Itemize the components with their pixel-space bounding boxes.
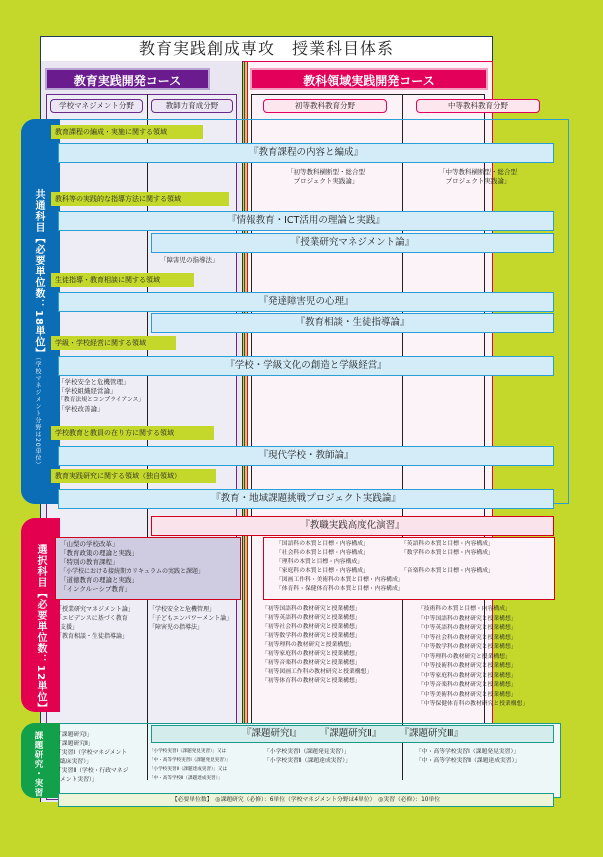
- text-line: 「中等社会科の教材研究と授業構想」: [418, 634, 517, 641]
- text-line: 「小学校実習Ⅰ（課題発見実習）」: [264, 749, 350, 755]
- text-line: 「障害児の指導法」: [149, 624, 204, 631]
- text-line: 「初等理科の教材研究と授業構想」: [262, 642, 355, 648]
- domain-label: 生徒指導・教育相談に関する領域: [51, 273, 194, 287]
- elective-band-label: 選択科目【必要単位数：12単位】: [35, 544, 46, 714]
- text-line: 「中等数学科の教材研究と授業構想」: [418, 644, 517, 650]
- course-box: 『授業研究マネジメント論』: [151, 233, 554, 253]
- course-box: 『教育相談・生徒指導論』: [151, 313, 554, 333]
- secondary-practicum: [416, 748, 556, 766]
- text-line: 「インクルーシブ教育」: [60, 585, 132, 593]
- text-line: 「実習Ⅰ（学校マネジメント: [56, 750, 128, 756]
- text-line: 「中等教科横断型・総合型: [439, 168, 517, 176]
- primary-project-course: [258, 168, 394, 186]
- text-line: 「エビデンスに基づく教育: [56, 615, 128, 622]
- domain-label: 教育課程の編成・実施に関する領域: [51, 125, 203, 139]
- management-research: [56, 731, 148, 785]
- primary-electives: [262, 605, 402, 686]
- seminar-box: 『教職実践高度化演習』: [151, 516, 554, 536]
- text-line: 「学校安全と危機管理」: [58, 378, 130, 386]
- text-line: 「技術科の本質と目標・内容構成」: [418, 606, 511, 612]
- domain-label: 教育実践研究に関する領域（独自領域）: [51, 469, 216, 483]
- text-line: 「中等理科の教材研究と授業構想」: [418, 653, 511, 660]
- common-band-label: 共通科目【必要単位数：18単位】: [33, 189, 44, 359]
- text-row: [276, 540, 542, 549]
- research-course: 『課題研究Ⅰ』: [241, 728, 302, 739]
- text-line: 「学校組織経営論」: [58, 387, 117, 395]
- text-line: 「初等英語科の教材研究と授業構想」: [262, 615, 361, 621]
- research-course: 『課題研究Ⅲ』: [399, 728, 464, 739]
- text-line: 「中等英語科の教材研究と授業構想」: [418, 625, 517, 631]
- text-line: 「中等美術科の教材研究と授業構想」: [418, 691, 517, 698]
- text-line: 「中等国語科の教材研究と授業構想」: [418, 615, 517, 622]
- text-line: 臨床実習）」: [60, 759, 92, 765]
- text-line: 「課題研究Ⅱ」: [56, 741, 94, 747]
- text-line: 「社会科の本質と目標・内容構成」: [276, 550, 369, 556]
- text-line: 「道徳教育の理論と実践」: [60, 576, 138, 584]
- research-band: [21, 723, 60, 798]
- text-line: 「実習Ⅱ（学校・行政マネジ: [56, 768, 129, 774]
- text-line: 「英語科の本質と目標・内容構成」: [401, 541, 494, 547]
- text-line: 「学校安全と危機管理」: [149, 606, 216, 613]
- left-elective-box: [55, 537, 241, 600]
- text-line: 「図画工作科・美術科の本質と目標・内容構成」: [276, 577, 404, 583]
- text-line: 「特別の教育課程」: [60, 558, 119, 566]
- secondary-electives: [418, 605, 558, 710]
- secondary-project-course: [410, 168, 546, 186]
- course-box: 『学校・学級文化の創造と学級経営』: [58, 356, 554, 376]
- course-notes: [58, 378, 148, 414]
- domain-label: 学校教育と教員の在り方に関する領域: [51, 426, 214, 440]
- right-elective-box: [263, 537, 555, 600]
- text-line: 「初等国語科の教材研究と授業構想」: [262, 606, 361, 612]
- text-line: 「初等家庭科の教材研究と授業構想」: [262, 651, 361, 657]
- field-secondary: 中等教科教育分野: [416, 99, 540, 113]
- text-line: 「中・高等学校実習Ⅰ（課題発見実習）」: [149, 758, 231, 763]
- text-line: 「教育法規とコンプライアンス」: [58, 397, 145, 403]
- text-line: 「家庭科の本質と目標・内容構成」: [276, 568, 369, 574]
- text-line: 支援」: [60, 624, 79, 631]
- teacher-electives: [149, 605, 243, 632]
- text-line: 「中等技術科の教材研究と授業構想」: [418, 663, 517, 669]
- text-line: 「初等教科横断型・総合型: [287, 168, 365, 176]
- text-line: 「授業研究マネジメント論」: [56, 606, 134, 613]
- common-subjects-band: [21, 119, 60, 504]
- required-credits-footer: 【必要単位数】 ◎課題研究（必修）：6単位（学校マネジメント分野は4単位） ◎実習（必修）：10単位: [58, 793, 554, 807]
- text-line: 「小学校実習Ⅱ（課題達成実習）」: [264, 758, 351, 764]
- text-line: 「小学校実習Ⅱ（課題達成実習）」又は: [149, 767, 228, 772]
- course-box: 『教育課程の内容と編成』: [58, 143, 554, 163]
- text-line: 「中・高等学校実習Ⅰ（課題発見実習）」: [416, 749, 520, 755]
- course-box: 『現代学校・教師論』: [58, 446, 554, 466]
- text-line: プロジェクト実践論」: [445, 177, 511, 185]
- text-line: 「子どもエンパワーメント論」: [149, 615, 233, 622]
- research-band-label: 課題研究・実習: [33, 731, 43, 798]
- field-teacher-development: 教師力育成分野: [151, 99, 233, 113]
- page-title: 教育実践創成専攻 授業科目体系: [40, 36, 493, 62]
- text-line: 「課題研究Ⅰ」: [56, 732, 93, 738]
- research-courses-box: [151, 725, 554, 743]
- text-line: 「小学校実習Ⅰ（課題発見実習）」又は: [149, 749, 227, 754]
- text-line: 「初等音楽科の教材研究と授業構想」: [262, 660, 361, 666]
- text-line: 「初等数学科の教材研究と授業構想」: [262, 633, 361, 639]
- text-line: 「教育政策の理論と実践」: [60, 549, 138, 557]
- text-line: 「数学科の本質と目標・内容構成」: [401, 550, 494, 556]
- common-band-note: （学校マネジメント分野は20単位）: [34, 354, 41, 469]
- domain-label: 学級・学校経営に関する領域: [51, 336, 176, 350]
- text-line: プロジェクト実践論」: [293, 177, 359, 185]
- text-line: 「国語科の本質と目標・内容構成」: [276, 541, 369, 547]
- text-line: 「学校改善論」: [58, 405, 104, 413]
- text-line: 「音楽科の本質と目標・内容構成」: [401, 568, 494, 574]
- text-line: 「小学校における接続期カリキュラムの実践と課題」: [60, 568, 204, 575]
- primary-practicum: [264, 748, 402, 766]
- research-course: 『課題研究Ⅱ』: [319, 728, 382, 739]
- text-line: 「体育科・保健体育科の本質と目標・内容構成」: [276, 586, 404, 592]
- course-box: 『情報教育・ICT活用の理論と実践』: [58, 211, 554, 231]
- text-row: [276, 549, 542, 558]
- field-primary: 初等教科教育分野: [263, 99, 387, 113]
- text-line: 「中・高等学校実習Ⅱ（課題達成実習）」: [416, 758, 521, 764]
- text-line: 「教育相談・生徒指導論」: [56, 633, 129, 640]
- course-header-left: 教育実践開発コース: [45, 68, 210, 90]
- course-box: 『発達障害児の心理』: [58, 292, 554, 312]
- text-line: 「初等図画工作科の教材研究と授業構想」: [262, 669, 373, 675]
- text-line: 「中等家庭科の教材研究と授業構想」: [418, 672, 517, 679]
- text-line: メント実習）」: [60, 777, 98, 783]
- text-line: 「初等社会科の教材研究と授業構想」: [262, 624, 361, 630]
- teacher-practicum: [149, 747, 247, 783]
- text-line: 「中等保健体育科の教材研究と授業構想」: [418, 701, 529, 707]
- domain-label: 教科等の実践的な指導方法に関する領域: [51, 192, 229, 206]
- course-header-right: 教科領域実践開発コース: [250, 68, 488, 90]
- text-line: 「山梨の学校改革」: [60, 540, 119, 548]
- text-line: 「理科の本質と目標・内容構成」: [276, 559, 363, 565]
- course-note: 「障害児の指導法」: [160, 256, 219, 264]
- field-school-management: 学校マネジメント分野: [50, 99, 143, 113]
- text-line: 「中・高等学校Ⅱ（課題達成実習）」: [149, 776, 223, 781]
- text-line: 「中等音楽科の教材研究と授業構想」: [418, 682, 517, 688]
- course-box: 『教育・地域課題挑戦プロジェクト実践論』: [58, 489, 554, 509]
- management-electives: [56, 605, 148, 641]
- text-line: 「初等体育科の教材研究と授業構想」: [262, 678, 361, 684]
- text-row: [276, 567, 542, 576]
